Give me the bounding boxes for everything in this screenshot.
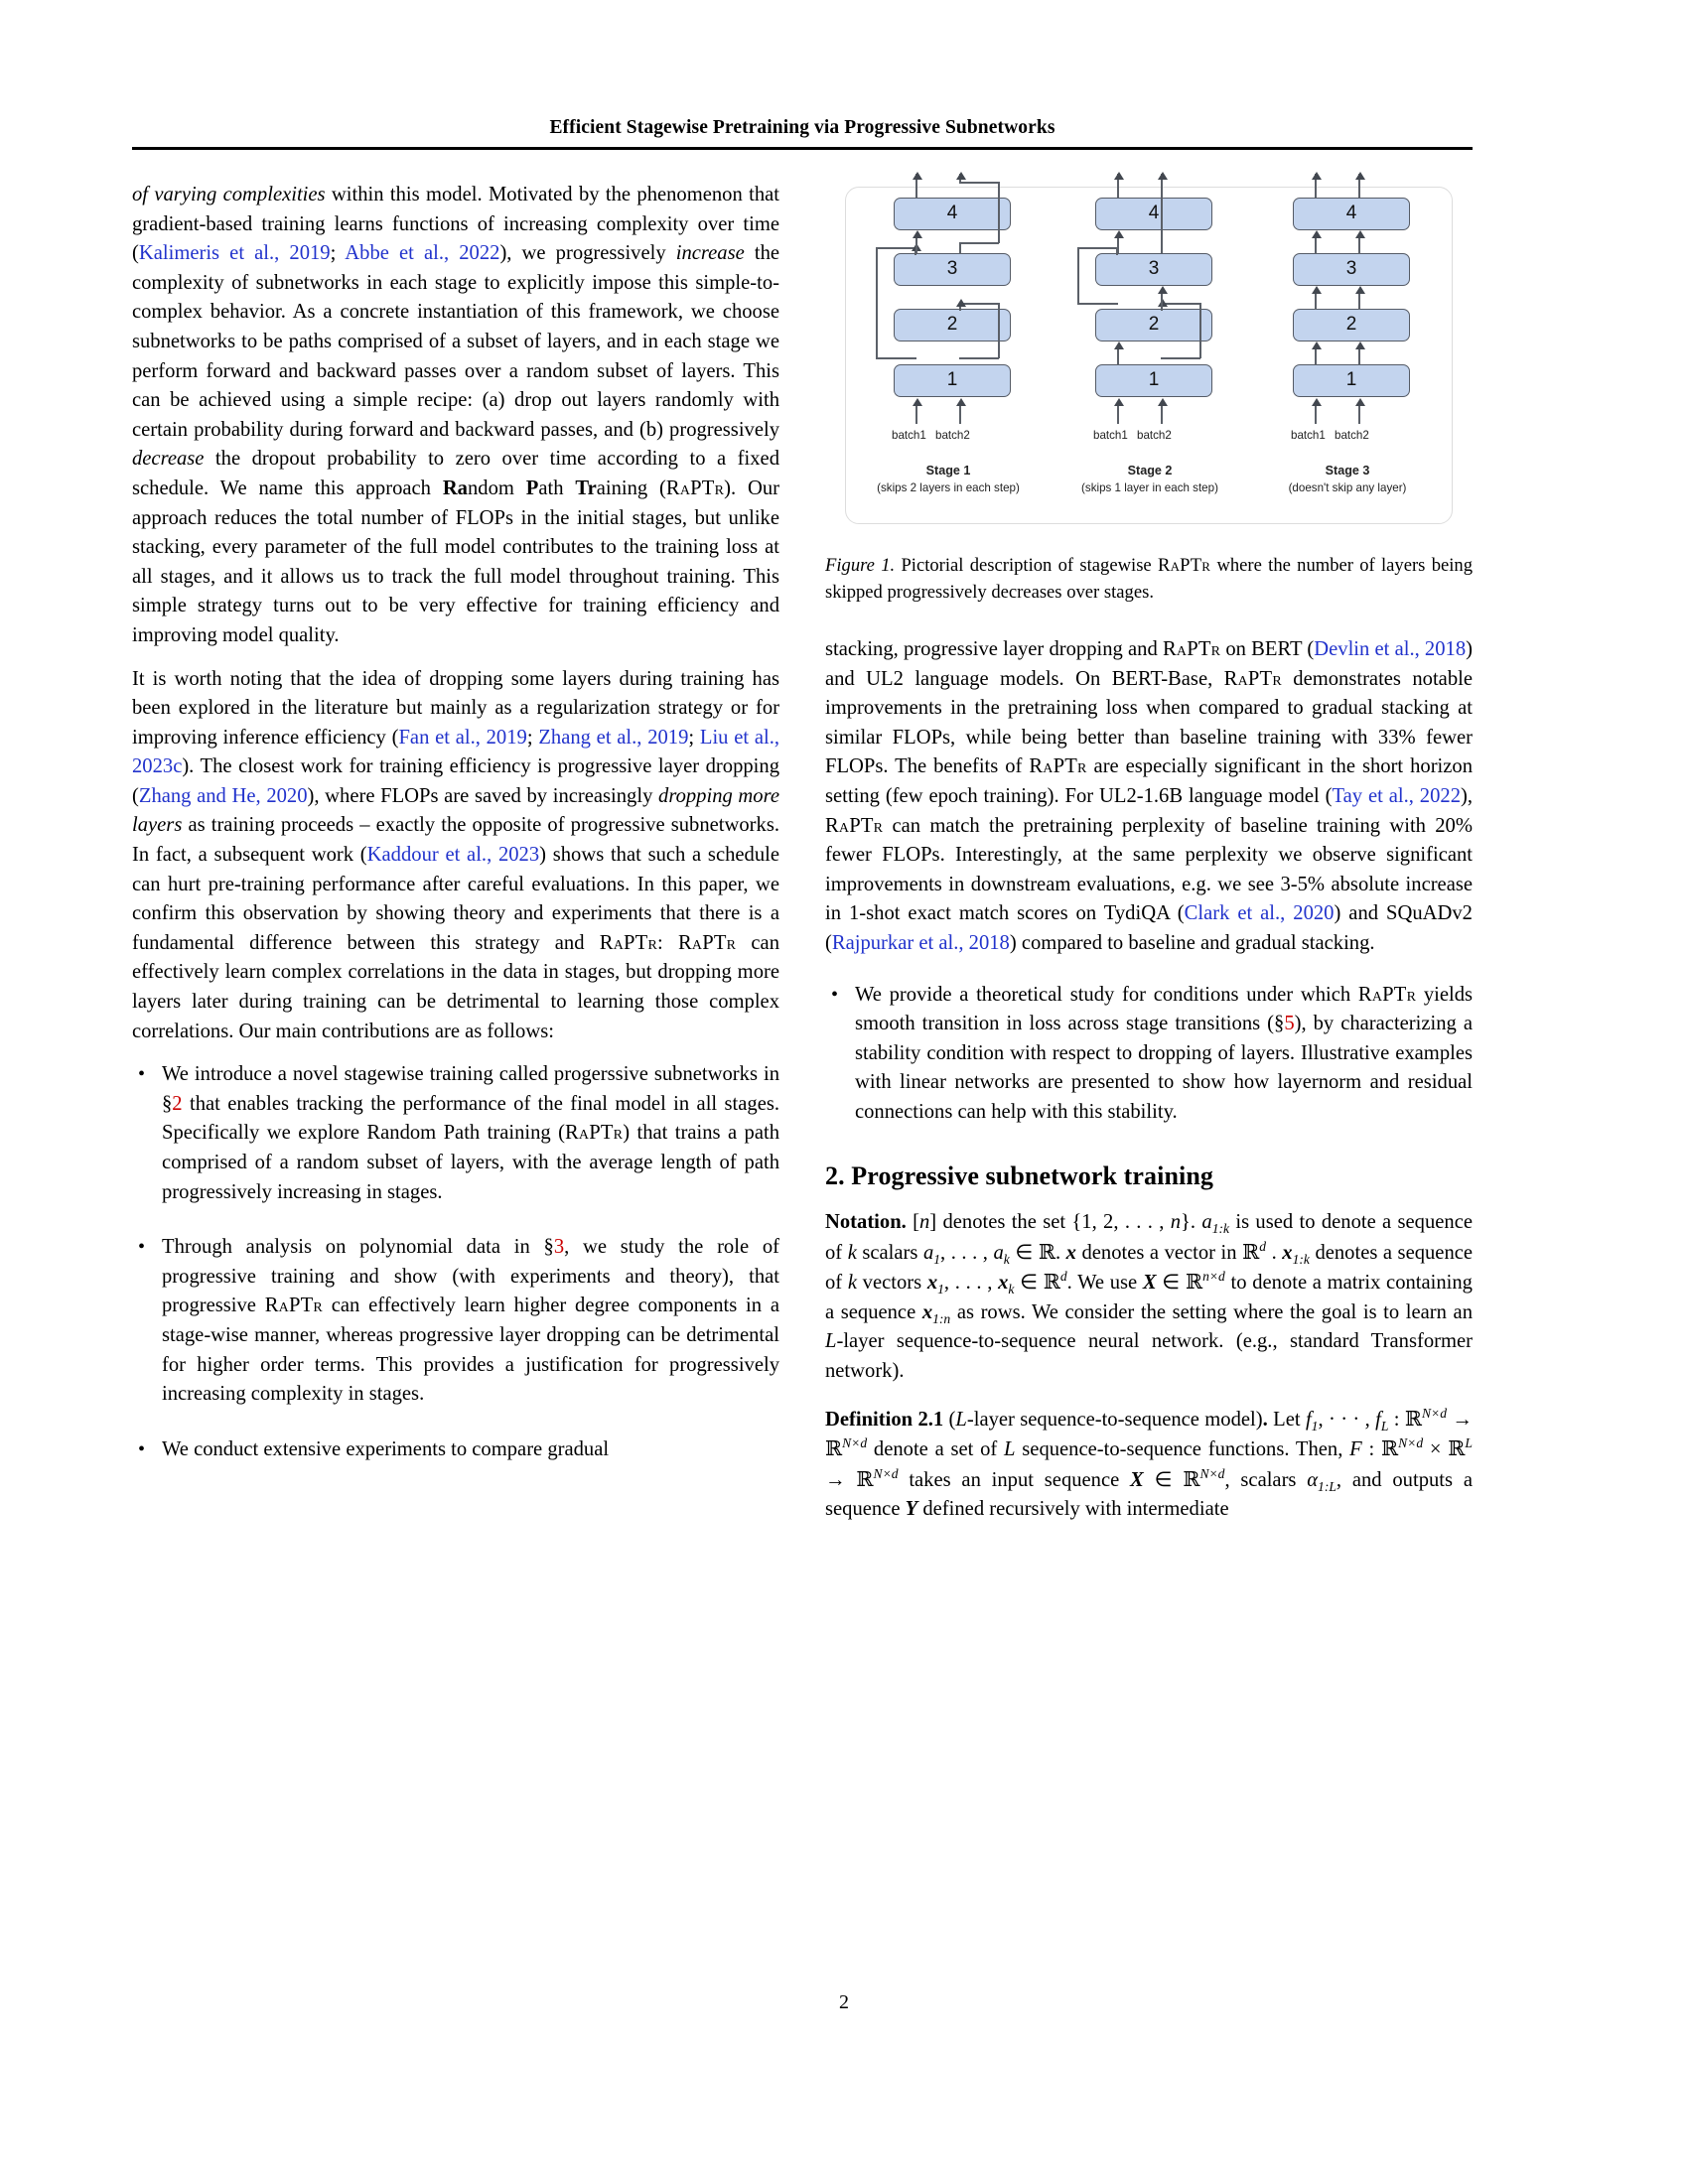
arrow-head — [1114, 341, 1124, 349]
list-item: • We provide a theoretical study for conditions under which RaPTr yields smooth transition in loss across stage transitions (§5), by characterizing a stability condition with respect to dropping of layers. Illustrative examples with linear networks are presented to show how layernorm and residual connections can help with this stability. — [825, 981, 1473, 1128]
list-item: • We introduce a novel stagewise training called progerssive subnetworks in §2 that enables tracking the performance of the final model in all stages. Specifically we explore Random Path training (RaPTr) that trains a path comprised of a random subset of layers, with the average length of path progressively increasing in stages. — [132, 1060, 779, 1207]
wire — [1077, 303, 1118, 305]
layer-box-3: 3 — [894, 253, 1011, 286]
right-column — [825, 635, 1473, 1539]
figure-caption — [825, 552, 1473, 606]
citation-zhang-he[interactable]: Zhang and He, 2020 — [138, 784, 308, 807]
figure-stage-1 — [854, 188, 1043, 525]
acronym-raptr: RaPTr — [264, 1295, 323, 1317]
citation-fan[interactable]: Fan et al., 2019 — [398, 726, 527, 749]
arrow-head — [1158, 172, 1168, 180]
layer-box-3: 3 — [1293, 253, 1410, 286]
layer-box-3: 3 — [1095, 253, 1212, 286]
stage-subtitle: (skips 2 layers in each step) — [877, 481, 1020, 494]
section-heading-2: 2. Progressive subnetwork training — [825, 1160, 1214, 1190]
list-item: • We conduct extensive experiments to compare gradual — [132, 1435, 779, 1465]
wire — [876, 247, 878, 358]
left-column — [132, 181, 779, 1490]
acronym-raptr: RaPTr — [665, 477, 725, 499]
header-rule — [132, 147, 1473, 150]
arrow-head — [956, 299, 966, 307]
citation-devlin[interactable]: Devlin et al., 2018 — [1314, 638, 1467, 660]
arrow-head — [1312, 286, 1322, 294]
arrow-head — [1312, 398, 1322, 406]
arrow-head — [1312, 230, 1322, 238]
stage-subtitle: (skips 1 layer in each step) — [1081, 481, 1218, 494]
batch-label-1: batch1 — [892, 429, 926, 442]
running-head: Efficient Stagewise Pretraining via Progressive Subnetworks — [549, 117, 1055, 138]
acronym-raptr: RaPTr — [564, 1122, 624, 1145]
acronym-raptr: RaPTr — [599, 931, 657, 954]
layer-box-4: 4 — [894, 198, 1011, 230]
wire — [1077, 247, 1117, 249]
acronym-raptr: RaPTr — [1223, 667, 1282, 690]
arrow-head — [1312, 341, 1322, 349]
batch-label-1: batch1 — [1291, 429, 1326, 442]
stage-subtitle: (doesn't skip any layer) — [1288, 481, 1407, 494]
layer-box-2: 2 — [1293, 309, 1410, 341]
page-number: 2 — [839, 1991, 849, 2013]
arrow-head — [913, 230, 922, 238]
section-ref-5[interactable]: 5 — [1284, 1013, 1295, 1035]
paragraph-notation: Notation. [n] denotes the set {1, 2, . . . , n}. $a_{1:k}$ is used to denote a sequence of k scalars $a_1$, . . . , $a_k$ ∈ ℝ. x denotes a vector in ℝ$^d$ . $x_{1:k}$ denotes a sequence of k vectors $x_1$, . . . , $x_k$ ∈ ℝ$^d$. We use X ∈ ℝ$^{n\times d}$ to denote a matrix containing a sequence $x_{1:n}$ as rows. We consider the setting where the goal is to learn an L-layer sequence-to-sequence neural network. (e.g., standard Transformer network). — [825, 1211, 1474, 1383]
stage-title: Stage 3 — [1325, 464, 1370, 478]
arrow-head — [1355, 230, 1365, 238]
paragraph-related-work: It is worth noting that the idea of dropping some layers during training has been explored in the literature but mainly as a regularization strategy or for improving inference efficiency (Fan et al., 2019; Zhang et al., 2019; Liu et al., 2023c). The closest work for training efficiency is progressive layer dropping (Zhang and He, 2020), where FLOPs are saved by increasingly dropping more layers as training proceeds – exactly the opposite of progressive subnetworks. In fact, a subsequent work (Kaddour et al., 2023) shows that such a schedule can hurt pre-training performance after careful evaluations. In this paper, we confirm this observation by showing theory and experiments that there is a fundamental difference between this strategy and RaPTr: RaPTr can effectively learn complex correlations in the data in stages, but dropping more layers later during training can be detrimental to learning those complex correlations. Our main contributions are as follows: — [132, 667, 780, 1042]
citation-rajpurkar[interactable]: Rajpurkar et al., 2018 — [831, 931, 1010, 954]
stage-title: Stage 1 — [925, 464, 971, 478]
list-item: • Through analysis on polynomial data in §3, we study the role of progressive training and show (with experiments and theory), that progressive RaPTr can effectively learn higher degree components in a stage-wise manner, whereas progressive layer dropping can be detrimental for higher order terms. This provides a justification for progressively increasing complexity in stages. — [132, 1233, 779, 1410]
wire — [959, 242, 961, 254]
wire — [1161, 174, 1163, 253]
contributions-list-right — [825, 981, 1473, 1128]
wire — [876, 247, 915, 249]
acronym-raptr: RaPTr — [677, 931, 737, 954]
layer-box-2: 2 — [894, 309, 1011, 341]
wire — [959, 357, 999, 359]
arrow-head — [1355, 341, 1365, 349]
acronym-raptr: RaPTr — [825, 814, 884, 837]
arrow-head — [913, 172, 922, 180]
arrow-head — [1114, 172, 1124, 180]
arrow-head — [956, 398, 966, 406]
acronym-raptr: RaPTr — [1029, 755, 1087, 778]
arrow-head — [1114, 398, 1124, 406]
batch-label-1: batch1 — [1093, 429, 1128, 442]
citation-abbe[interactable]: Abbe et al., 2022 — [345, 242, 500, 265]
arrow-head — [1114, 230, 1124, 238]
arrow-head — [956, 172, 966, 180]
wire — [876, 357, 916, 359]
layer-box-1: 1 — [1095, 364, 1212, 397]
acronym-raptr: RaPTr — [1357, 983, 1417, 1006]
arrow-head — [1158, 286, 1168, 294]
batch-label-2: batch2 — [935, 429, 970, 442]
wire — [1077, 247, 1079, 304]
citation-clark[interactable]: Clark et al., 2020 — [1184, 902, 1335, 925]
citation-tay[interactable]: Tay et al., 2022 — [1332, 784, 1461, 807]
acronym-raptr: RaPTr — [1157, 555, 1211, 576]
figure-label: Figure 1. — [825, 555, 896, 576]
wire — [959, 242, 999, 244]
wire — [959, 182, 999, 184]
layer-box-1: 1 — [894, 364, 1011, 397]
definition-label: Definition 2.1 — [825, 1408, 944, 1431]
contributions-list-left — [132, 1060, 779, 1464]
arrow-head — [1312, 172, 1322, 180]
paragraph-experiments: stacking, progressive layer dropping and RaPTr on BERT (Devlin et al., 2018) and UL2 language models. On BERT-Base, RaPTr demonstrates notable improvements in the pretraining loss when compared to gradual stacking at similar FLOPs, while being better than baseline training with 33% fewer FLOPs. The benefits of RaPTr are especially significant in the short horizon setting (few epoch training). For UL2-1.6B language model (Tay et al., 2022), RaPTr can match the pretraining perplexity of baseline training with 20% fewer FLOPs. Interestingly, at the same perplexity we observe significant improvements in downstream evaluations, e.g. we see 3-5% absolute increase in 1-shot exact match scores on TydiQA (Clark et al., 2020) and SQuADv2 (Rajpurkar et al., 2018) compared to baseline and gradual stacking. — [825, 638, 1474, 954]
notation-label: Notation. — [825, 1211, 907, 1234]
layer-box-1: 1 — [1293, 364, 1410, 397]
layer-box-2: 2 — [1095, 309, 1212, 341]
arrow-head — [1355, 286, 1365, 294]
lead-italic: of varying complexities — [132, 184, 326, 205]
batch-label-2: batch2 — [1137, 429, 1172, 442]
section-ref-3[interactable]: 3 — [553, 1236, 565, 1259]
wire — [998, 182, 1000, 243]
layer-box-4: 4 — [1095, 198, 1212, 230]
wire — [1199, 303, 1201, 358]
paragraph-definition: Definition 2.1 (L-layer sequence-to-sequence model). Let $f_1$, · · · , $f_L$ : ℝ$^{N\times d}$ → ℝ$^{N\times d}$ denote a set of L sequence-to-sequence functions. Then, F : ℝ$^{N\times d}$ × ℝ$^L$ → ℝ$^{N\times d}$ takes an input sequence X ∈ ℝ$^{N\times d}$, scalars $\alpha_{1:L}$, and outputs a sequence Y defined recursively with intermediate — [825, 1405, 1473, 1521]
arrow-head — [1355, 398, 1365, 406]
layer-box-4: 4 — [1293, 198, 1410, 230]
citation-liu[interactable]: Liu et al., 2023c — [132, 726, 780, 778]
figure-stage-3 — [1253, 188, 1442, 525]
citation-kalimeris[interactable]: Kalimeris et al., 2019 — [138, 242, 331, 265]
figure-1-diagram — [845, 187, 1453, 524]
paragraph-intro: of varying complexities within this model. Motivated by the phenomenon that gradient-based training learns functions of increasing complexity over time (Kalimeris et al., 2019; Abbe et al., 2022), we progressively increase the complexity of subnetworks in each stage to explicitly impose this simple-to-complex behavior. As a concrete instantiation of this framework, we choose subnetworks to be paths comprised of a subset of layers, and in each stage we perform forward and backward passes over a random subset of layers. This can be achieved using a simple recipe: (a) drop out layers randomly with certain probability during forward and backward passes, and (b) progressively decrease the dropout probability to zero over time according to a fixed schedule. We name this approach Random Path Training (RaPTr). Our approach reduces the total number of FLOPs in the initial stages, but unlike stacking, every parameter of the full model contributes to the training loss at all stages, and it allows us to track the full model throughout training. This simple strategy turns out to be very effective for training efficiency and improving model quality. — [132, 184, 780, 646]
acronym-raptr: RaPTr — [1162, 638, 1221, 660]
wire — [1161, 357, 1200, 359]
citation-kaddour[interactable]: Kaddour et al., 2023 — [366, 844, 540, 867]
figure-stage-2 — [1055, 188, 1244, 525]
section-ref-2[interactable]: 2 — [172, 1092, 183, 1115]
citation-zhang2019[interactable]: Zhang et al., 2019 — [538, 726, 689, 749]
arrow-head — [913, 398, 922, 406]
figure-caption-text: Pictorial description of stagewise RaPTr where the number of layers being skipped progressively decreases over stages. — [825, 555, 1473, 603]
arrow-head — [1355, 172, 1365, 180]
arrow-head — [1158, 398, 1168, 406]
stage-title: Stage 2 — [1127, 464, 1173, 478]
batch-label-2: batch2 — [1335, 429, 1369, 442]
wire — [998, 303, 1000, 358]
